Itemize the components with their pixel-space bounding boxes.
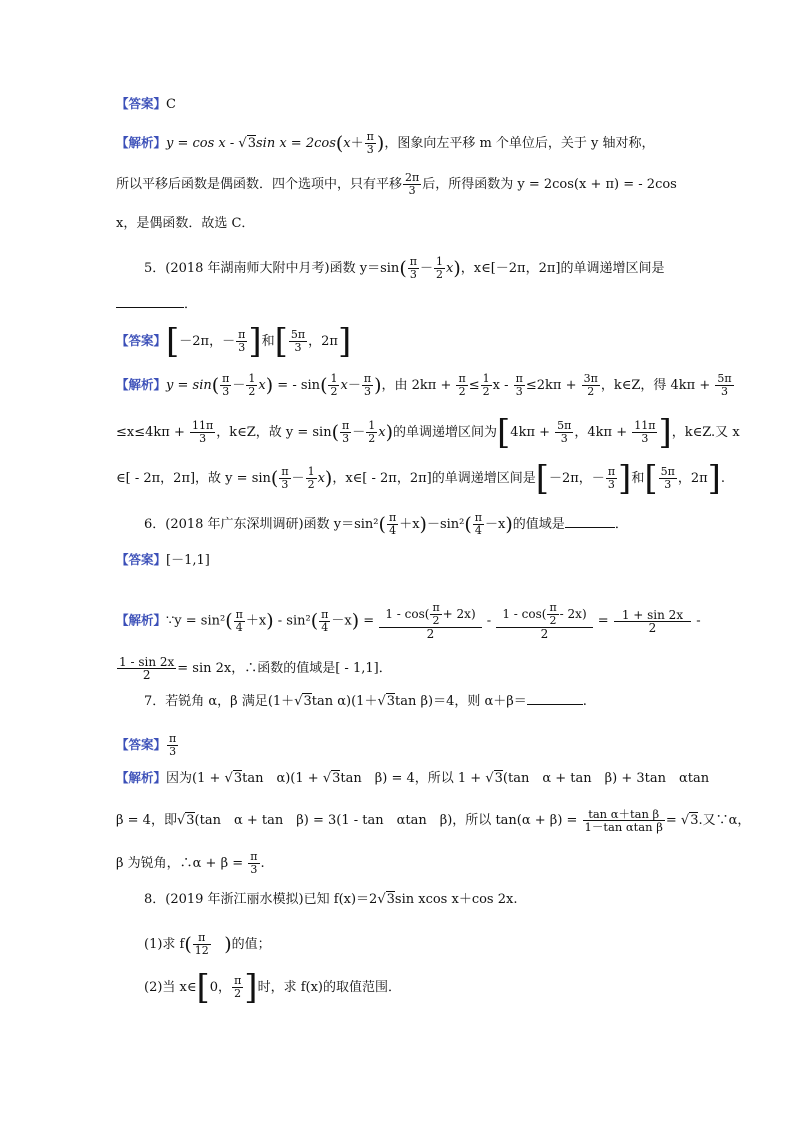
q5-stem: 5．(2018 年湖南师大附中月考)函数 y＝sin( $\frac{\pi}{3}$ － $\frac{1}{2}$ x)，x∈[－2π，2π]的单调递增区间是	[144, 255, 665, 281]
q7-answer-line: 【答案】 $\frac{\pi}{3}$	[116, 732, 177, 758]
q7-analysis-line-2: β = 4，即√3(tan α + tan β) = 3(1 - tan αtan β)，所以 tan(α + β) = $\frac{\text{tan α＋tan β}}{\text{1－tan αtan β}}$ = √3.又∵α，	[116, 807, 751, 834]
q6-analysis-line-2: $\frac{1 - \sin 2x}{2}$ = sin 2x，∴函数的值域是[ - 1,1]．	[119, 655, 392, 682]
q7-analysis-line-3: β 为锐角，∴α + β = $\frac{\pi}{3}$ .	[116, 850, 265, 876]
q8-part-1: (1)求 f( $\frac{\pi}{12}$ )的值；	[144, 931, 271, 957]
q6-stem: 6．(2018 年广东深圳调研)函数 y＝sin²( $\frac{\pi}{4}$ ＋x)－sin²( $\frac{\pi}{4}$ －x)的值域是 ．	[144, 511, 628, 537]
q8-part-2: (2)当 x∈[0， $\frac{\pi}{2}$ ]时，求 f(x)的取值范围．	[144, 967, 401, 1008]
q4-analysis-line-3: x，是偶函数．故选 C．	[116, 216, 255, 231]
q6-analysis-line-1: 【解析】∵y = sin²( $\frac{\pi}{4}$ ＋x) - sin²( $\frac{\pi}{4}$ －x) = 1 - cos( $\frac{\pi}{2}$ + 2x) 2 - 1 - cos( $\frac{\pi}{2}$ - 2x) 2 = $\frac{1 + \sin 2x}{2}$ -	[116, 601, 701, 641]
q5-answer-line: 【答案】[－2π，－ $\frac{\pi}{3}$ ]和[ $\frac{5\pi}{3}$ ，2π]	[116, 321, 352, 362]
q5-analysis-line-2: ≤x≤4kπ + $\frac{11\pi}{3}$ ，k∈Z，故 y = sin( $\frac{\pi}{3}$ － $\frac{1}{2}$ x)的单调递增区间为[4kπ + $\frac{5\pi}{3}$ ，4kπ + $\frac{11\pi}{3}$ ]，k∈Z.又 x	[116, 412, 740, 453]
analysis-label: 【解析】	[116, 135, 167, 150]
q4-answer: C	[166, 97, 176, 112]
q7-analysis-line-1: 【解析】因为(1 + √3tan α)(1 + √3tan β) = 4，所以 1 + √3(tan α + tan β) + 3tan αtan	[116, 770, 710, 786]
q5-analysis-line-1: 【解析】y = sin( $\frac{\pi}{3}$ － $\frac{1}{2}$ x) = - sin( $\frac{1}{2}$ x－ $\frac{\pi}{3}$ )，由 2kπ + $\frac{\pi}{2}$ ≤ $\frac{1}{2}$ x - $\frac{\pi}{3}$ ≤2kπ + $\frac{3\pi}{2}$ ，k∈Z，得 4kπ + $\frac{5\pi}{3}$	[116, 372, 732, 398]
answer-blank	[565, 527, 615, 528]
q6-answer-line: 【答案】[－1,1]	[116, 552, 210, 568]
answer-blank	[527, 704, 583, 705]
q8-stem: 8．(2019 年浙江丽水模拟)已知 f(x)＝2√3sin xcos x＋cos 2x.	[144, 892, 518, 907]
answer-label: 【答案】	[116, 96, 167, 111]
q4-analysis-line-2: 所以平移后函数是偶函数．四个选项中，只有平移 $\frac{2\pi}{3}$ 后，所得函数为 y = 2cos(x + π) = - 2cos	[116, 171, 677, 197]
q7-stem: 7．若锐角 α，β 满足(1＋√3tan α)(1＋√3tan β)＝4，则 α＋β＝ .	[144, 694, 587, 709]
q5-analysis-line-3: ∈[ - 2π，2π]，故 y = sin( $\frac{\pi}{3}$ － $\frac{1}{2}$ x)，x∈[ - 2π，2π]的单调递增区间是[－2π，－ $\frac{\pi}{3}$ ]和[ $\frac{5\pi}{3}$ ，2π].	[116, 458, 726, 499]
q4-answer-line	[116, 95, 176, 114]
answer-blank	[116, 307, 184, 308]
q5-stem-blank: ．	[116, 296, 197, 314]
q4-analysis-line-1: 【解析】y = cos x - √3sin x = 2cos(x＋ $\frac{\pi}{3}$ )，图象向左平移 m 个单位后，关于 y 轴对称，	[116, 130, 655, 156]
